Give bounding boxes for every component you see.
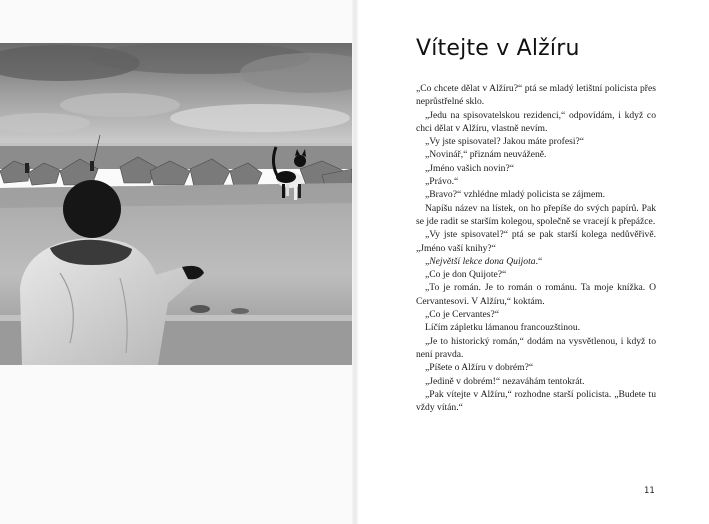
- paragraph: „Co je Cervantes?“: [425, 309, 500, 321]
- paragraph: [416, 255, 656, 268]
- paragraph: „Vy jste spisovatel? Jakou máte profesi?“: [425, 136, 585, 148]
- paragraph: „Jméno vašich novin?“: [425, 162, 514, 174]
- paragraph: „Jedu na spisovatelskou rezidenci,“ odpovídám, i když co chci dělat v Alžíru, vlastně nevím.: [416, 109, 656, 134]
- paragraph: „Pak vítejte v Alžíru,“ rozhodne starší policista. „Budete tu vždy vítán.“: [416, 388, 656, 414]
- paragraph: Napíšu název na lístek, on ho přepíše do svých papírů. Pak se jde radit se starším kolegou, společně se vracejí k přepážce.: [416, 202, 656, 227]
- chapter-title: Vítejte v Alžíru: [416, 36, 580, 61]
- paragraph: „Bravo?“ vzhlédne mladý policista se zájmem.: [425, 189, 606, 201]
- paragraph: Líčím zápletku lámanou francouzštinou.: [425, 322, 581, 334]
- paragraph: „Novinář,“ přiznám neuváženě.: [425, 149, 547, 161]
- paragraph: „To je román. Je to román o románu. Ta moje knížka. O Cervantesovi. V Alžíru,“ koktám.: [416, 282, 656, 307]
- paragraph: „Co je don Quijote?“: [425, 269, 507, 281]
- paragraph-suffix: .“: [535, 255, 543, 267]
- paragraph: „Jedině v dobrém!“ nezaváhám tentokrát.: [425, 375, 585, 387]
- paragraph: „Co chcete dělat v Alžíru?“ ptá se mladý letištní policista přes neprůstřelné sklo.: [416, 83, 656, 108]
- paragraph-prefix: „: [425, 255, 430, 267]
- chapter-body-text: [416, 82, 656, 414]
- paragraph: „Píšete o Alžíru v dobrém?“: [425, 362, 534, 374]
- photo-boy-cat-seashore: [0, 43, 352, 365]
- book-title-italic: Největší lekce dona Quijota: [429, 255, 536, 267]
- paragraph: „Je to historický román,“ dodám na vysvětlenou, i když to není pravda.: [416, 335, 656, 360]
- page-number: 11: [644, 486, 655, 496]
- paragraph: „Právo.“: [425, 176, 459, 188]
- paragraph: „Vy jste spisovatel?“ ptá se pak starší kolega nedůvěřivě. „Jméno vaší knihy?“: [416, 229, 656, 254]
